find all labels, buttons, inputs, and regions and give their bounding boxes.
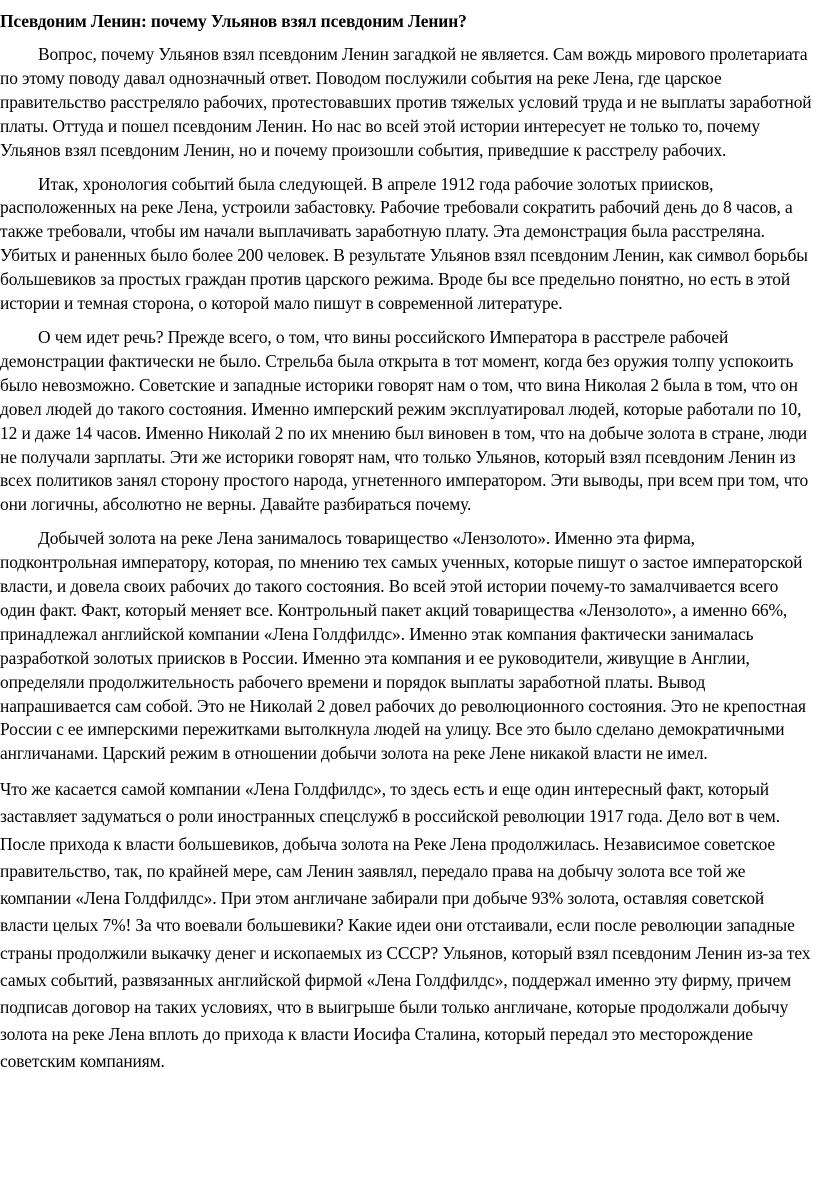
paragraph-4: Добычей золота на реке Лена занималось товарищество «Лензолото». Именно эта фирма, подконтрольная императору, которая, по мнению тех самых ученных, которые пишут о застое императорской власти, и довела своих рабочих до такого состояния. Во всей этой истории почему-то замалчивается всего один факт. Факт, который меняет все. Контрольный пакет акций товарищества «Лензолото», а именно 66%, принадлежал английской компании «Лена Голдфилдс». Именно этак компания фактически занималась разработкой золотых приисков в России. Именно эта компания и ее руководители, живущие в Англии, определяли продолжительность рабочего времени и порядок выплаты заработной платы. Вывод напрашивается сам собой. Это не Николай 2 довел рабочих до революционного состояния. Это не крепостная России с ее имперскими пережитками вытолкнула людей на улицу. Все это было сделано демократичными англичанами. Царский режим в отношении добычи золота на реке Лене никакой власти не имел. [0,528,806,764]
paragraph-3: О чем идет речь? Прежде всего, о том, что вины российского Императора в расстреле рабочей демонстрации фактически не было. Стрельба была открыта в тот момент, когда без оружия толпу успокоить было невозможно. Советские и западные историки говорят нам о том, что вина Николая 2 была в том, что он довел людей до такого состояния. Именно имперский режим эксплуатировал людей, которые работали по 10, 12 и даже 14 часов. Именно Николай 2 по их мнению был виновен в том, что на добыче золота в стране, люди не получали зарплаты. Эти же историки говорят нам, что только Ульянов, который взял псевдоним Ленин из всех политиков занял сторону простого народа, угнетенного императором. Эти выводы, при всем при том, что они логичны, абсолютно не верны. Давайте разбираться почему. [0,326,809,515]
paragraph-1: Вопрос, почему Ульянов взял псевдоним Ленин загадкой не является. Сам вождь мирового пролетариата по этому поводу давал однозначный ответ. Поводом послужили события на реке Лена, где царское правительство расстреляло рабочих, протестовавших против тяжелых условий труда и не выплаты заработной платы. Оттуда и пошел псевдоним Ленин. Но нас во всей этой истории интересует не только то, почему Ульянов взял псевдоним Ленин, но и почему произошли события, приведшие к расстрелу рабочих. [0,44,812,160]
document-title: Псевдоним Ленин: почему Ульянов взял псевдоним Ленин? [0,11,467,31]
paragraph-5: Что же касается самой компании «Лена Голдфилдс», то здесь есть и еще один интересный факт, который заставляет задуматься о роли иностранных спецслужб в российской революции 1917 года. Дело вот в чем. После прихода к власти большевиков, добыча золота на Реке Лена продолжилась. Независимое советское правительство, так, по крайней мере, сам Ленин заявлял, передало права на добычу золота все той же компании «Лена Голдфилдс». При этом англичане забирали при добыче 93% золота, оставляя советской власти целых 7%! За что воевали большевики? Какие идеи они отстаивали, если после революции западные страны продолжили выкачку денег и ископаемых из СССР? Ульянов, который взял псевдоним Ленин из-за тех самых событий, развязанных английской фирмой «Лена Голдфилдс», поддержал именно эту фирму, причем подписав договор на таких условиях, что в выигрыше были только англичане, которые продолжали добычу золота на реке Лена вплоть до прихода к власти Иосифа Сталина, который передал это месторождение советским компаниям. [0,779,811,1072]
paragraph-2: Итак, хронология событий была следующей. В апреле 1912 года рабочие золотых приисков, расположенных на реке Лена, устроили забастовку. Рабочие требовали сократить рабочий день до 8 часов, а также требовали, чтобы им начали выплачивать заработную плату. Эта демонстрация была расстреляна. Убитых и раненных было более 200 человек. В результате Ульянов взял псевдоним Ленин, как символ борьбы большевиков за простых граждан против царского режима. Вроде бы все предельно понятно, но есть в этой истории и темная сторона, о которой мало пишут в современной литературе. [0,173,808,314]
